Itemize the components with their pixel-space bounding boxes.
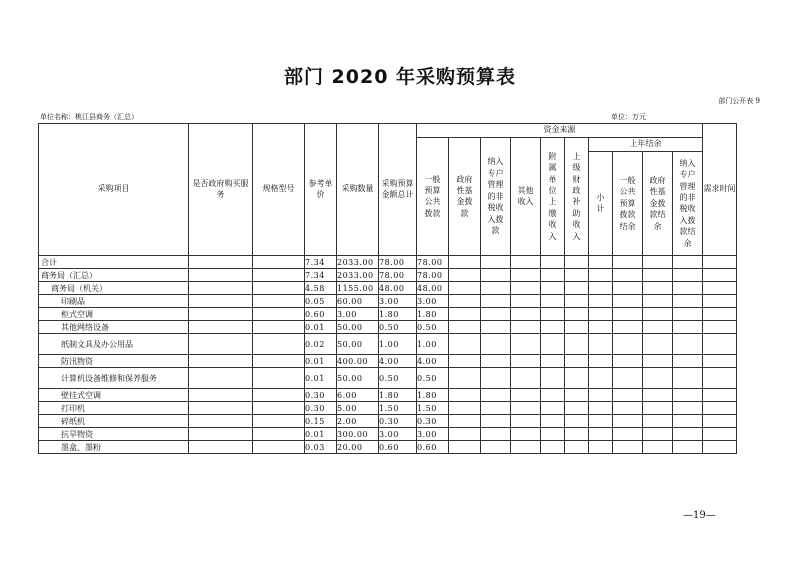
table-row xyxy=(39,441,737,454)
table-row xyxy=(39,428,737,441)
cell-item-name: 碎纸机 xyxy=(39,415,189,428)
cell-empty xyxy=(449,368,481,389)
cell-empty xyxy=(703,321,737,334)
cell-general-budget: 1.80 xyxy=(417,389,449,402)
cell-total: 48.00 xyxy=(379,282,417,295)
cell-total: 1.50 xyxy=(379,402,417,415)
cell-empty xyxy=(565,368,589,389)
cell-empty xyxy=(481,441,511,454)
table-body xyxy=(39,256,737,454)
cell-empty xyxy=(613,441,643,454)
cell-empty xyxy=(589,308,613,321)
cell-is-gov-purchase xyxy=(189,295,253,308)
cell-empty xyxy=(589,402,613,415)
cell-empty xyxy=(541,368,565,389)
cell-empty xyxy=(481,428,511,441)
cell-empty xyxy=(589,256,613,269)
cell-empty xyxy=(541,402,565,415)
cell-empty xyxy=(481,256,511,269)
header-superior-subsidy: 上级财政补助收入 xyxy=(565,138,589,256)
cell-total: 1.00 xyxy=(379,334,417,355)
cell-empty xyxy=(613,389,643,402)
cell-empty xyxy=(613,269,643,282)
cell-empty xyxy=(673,308,703,321)
header-bal-general: 一般公共预算拨款结余 xyxy=(613,152,643,256)
header-item: 采购项目 xyxy=(39,124,189,256)
cell-empty xyxy=(565,321,589,334)
cell-spec xyxy=(253,282,305,295)
cell-empty xyxy=(511,441,541,454)
cell-item-name: 商务局（汇总） xyxy=(39,269,189,282)
cell-item-name: 壁挂式空调 xyxy=(39,389,189,402)
cell-empty xyxy=(589,428,613,441)
cell-empty xyxy=(481,368,511,389)
cell-is-gov-purchase xyxy=(189,389,253,402)
cell-general-budget: 0.60 xyxy=(417,441,449,454)
cell-empty xyxy=(589,368,613,389)
cell-empty xyxy=(511,334,541,355)
table-row xyxy=(39,295,737,308)
cell-empty xyxy=(481,321,511,334)
cell-empty xyxy=(511,368,541,389)
cell-quantity: 50.00 xyxy=(337,321,379,334)
cell-empty xyxy=(589,415,613,428)
cell-spec xyxy=(253,269,305,282)
cell-total: 4.00 xyxy=(379,355,417,368)
cell-total: 0.30 xyxy=(379,415,417,428)
cell-empty xyxy=(703,295,737,308)
cell-quantity: 2033.00 xyxy=(337,256,379,269)
cell-spec xyxy=(253,321,305,334)
cell-empty xyxy=(613,415,643,428)
cell-empty xyxy=(703,415,737,428)
cell-item-name: 墨盒、墨粉 xyxy=(39,441,189,454)
cell-empty xyxy=(481,402,511,415)
cell-quantity: 3.00 xyxy=(337,308,379,321)
cell-general-budget: 0.50 xyxy=(417,368,449,389)
cell-is-gov-purchase xyxy=(189,368,253,389)
cell-ref-price: 0.05 xyxy=(305,295,337,308)
cell-empty xyxy=(541,321,565,334)
cell-is-gov-purchase xyxy=(189,282,253,295)
cell-empty xyxy=(613,308,643,321)
cell-quantity: 2033.00 xyxy=(337,269,379,282)
cell-empty xyxy=(511,355,541,368)
cell-general-budget: 0.30 xyxy=(417,415,449,428)
cell-total: 1.80 xyxy=(379,389,417,402)
cell-ref-price: 0.02 xyxy=(305,334,337,355)
header-total: 采购预算金额总计 xyxy=(379,124,417,256)
cell-quantity: 5.00 xyxy=(337,402,379,415)
cell-empty xyxy=(613,428,643,441)
cell-spec xyxy=(253,402,305,415)
cell-empty xyxy=(643,389,673,402)
cell-empty xyxy=(541,308,565,321)
cell-empty xyxy=(541,295,565,308)
cell-empty xyxy=(613,321,643,334)
cell-empty xyxy=(541,428,565,441)
cell-item-name: 防汛物资 xyxy=(39,355,189,368)
cell-empty xyxy=(511,402,541,415)
cell-empty xyxy=(643,355,673,368)
cell-spec xyxy=(253,334,305,355)
form-code: 部门公开表 9 xyxy=(718,97,760,105)
header-bal-special: 纳入专户管理的非税收入拨款结余 xyxy=(673,152,703,256)
table-row xyxy=(39,308,737,321)
cell-empty xyxy=(703,269,737,282)
cell-ref-price: 0.30 xyxy=(305,402,337,415)
cell-empty xyxy=(589,321,613,334)
cell-empty xyxy=(565,308,589,321)
cell-empty xyxy=(449,389,481,402)
cell-empty xyxy=(673,295,703,308)
cell-empty xyxy=(481,415,511,428)
cell-empty xyxy=(673,428,703,441)
cell-empty xyxy=(643,428,673,441)
header-bal-gov-fund: 政府性基金拨款结余 xyxy=(643,152,673,256)
cell-spec xyxy=(253,389,305,402)
cell-spec xyxy=(253,368,305,389)
header-last-year-balance: 上年结余 xyxy=(589,138,703,152)
cell-is-gov-purchase xyxy=(189,269,253,282)
cell-quantity: 60.00 xyxy=(337,295,379,308)
cell-empty xyxy=(511,256,541,269)
cell-general-budget: 3.00 xyxy=(417,428,449,441)
cell-general-budget: 0.50 xyxy=(417,321,449,334)
cell-quantity: 50.00 xyxy=(337,368,379,389)
cell-general-budget: 78.00 xyxy=(417,269,449,282)
cell-empty xyxy=(541,389,565,402)
cell-empty xyxy=(673,402,703,415)
cell-empty xyxy=(449,308,481,321)
cell-general-budget: 78.00 xyxy=(417,256,449,269)
cell-ref-price: 0.03 xyxy=(305,441,337,454)
cell-quantity: 300.00 xyxy=(337,428,379,441)
cell-empty xyxy=(449,295,481,308)
cell-empty xyxy=(643,402,673,415)
cell-empty xyxy=(613,282,643,295)
cell-empty xyxy=(565,428,589,441)
cell-empty xyxy=(511,295,541,308)
unit-money-label: 单位：万元 xyxy=(611,113,646,121)
cell-item-name: 计算机设备维修和保养服务 xyxy=(39,368,189,389)
cell-empty xyxy=(643,269,673,282)
cell-empty xyxy=(613,256,643,269)
cell-empty xyxy=(703,282,737,295)
cell-empty xyxy=(673,389,703,402)
cell-empty xyxy=(565,269,589,282)
cell-empty xyxy=(703,402,737,415)
cell-empty xyxy=(565,256,589,269)
cell-empty xyxy=(565,334,589,355)
cell-spec xyxy=(253,256,305,269)
cell-empty xyxy=(511,389,541,402)
cell-empty xyxy=(673,368,703,389)
cell-empty xyxy=(511,308,541,321)
cell-empty xyxy=(673,355,703,368)
cell-item-name: 商务局（机关） xyxy=(39,282,189,295)
cell-empty xyxy=(511,428,541,441)
cell-empty xyxy=(481,334,511,355)
cell-ref-price: 0.30 xyxy=(305,389,337,402)
cell-empty xyxy=(673,269,703,282)
cell-empty xyxy=(673,256,703,269)
cell-general-budget: 4.00 xyxy=(417,355,449,368)
cell-ref-price: 7.34 xyxy=(305,256,337,269)
cell-empty xyxy=(643,415,673,428)
cell-is-gov-purchase xyxy=(189,355,253,368)
cell-empty xyxy=(589,295,613,308)
cell-empty xyxy=(449,282,481,295)
cell-empty xyxy=(643,368,673,389)
cell-is-gov-purchase xyxy=(189,256,253,269)
cell-empty xyxy=(613,402,643,415)
cell-empty xyxy=(541,355,565,368)
cell-is-gov-purchase xyxy=(189,402,253,415)
cell-general-budget: 1.50 xyxy=(417,402,449,415)
cell-empty xyxy=(703,256,737,269)
table-row xyxy=(39,368,737,389)
cell-empty xyxy=(481,295,511,308)
cell-empty xyxy=(643,256,673,269)
cell-empty xyxy=(565,282,589,295)
cell-empty xyxy=(541,415,565,428)
table-row xyxy=(39,402,737,415)
cell-total: 78.00 xyxy=(379,256,417,269)
cell-spec xyxy=(253,295,305,308)
table-row xyxy=(39,269,737,282)
cell-spec xyxy=(253,441,305,454)
cell-total: 0.50 xyxy=(379,368,417,389)
cell-ref-price: 0.01 xyxy=(305,355,337,368)
cell-ref-price: 0.60 xyxy=(305,308,337,321)
page-title: 部门 2020 年采购预算表 xyxy=(283,66,517,88)
cell-empty xyxy=(703,428,737,441)
cell-quantity: 400.00 xyxy=(337,355,379,368)
cell-empty xyxy=(673,321,703,334)
cell-empty xyxy=(589,389,613,402)
cell-spec xyxy=(253,355,305,368)
cell-general-budget: 1.00 xyxy=(417,334,449,355)
cell-empty xyxy=(643,441,673,454)
cell-empty xyxy=(511,321,541,334)
cell-empty xyxy=(673,282,703,295)
cell-empty xyxy=(541,269,565,282)
header-affiliated-income: 附属单位上缴收入 xyxy=(541,138,565,256)
cell-empty xyxy=(565,389,589,402)
cell-empty xyxy=(449,334,481,355)
cell-empty xyxy=(589,334,613,355)
cell-quantity: 20.00 xyxy=(337,441,379,454)
cell-empty xyxy=(703,355,737,368)
cell-empty xyxy=(449,355,481,368)
cell-empty xyxy=(449,321,481,334)
cell-empty xyxy=(565,415,589,428)
cell-empty xyxy=(703,308,737,321)
cell-total: 0.50 xyxy=(379,321,417,334)
cell-empty xyxy=(643,334,673,355)
cell-spec xyxy=(253,415,305,428)
cell-empty xyxy=(703,389,737,402)
cell-empty xyxy=(449,402,481,415)
header-spec: 规格型号 xyxy=(253,124,305,256)
cell-empty xyxy=(673,441,703,454)
table-row xyxy=(39,321,737,334)
cell-empty xyxy=(589,355,613,368)
cell-empty xyxy=(449,256,481,269)
header-is-gov-purchase: 是否政府购买服务 xyxy=(189,124,253,256)
cell-ref-price: 7.34 xyxy=(305,269,337,282)
cell-spec xyxy=(253,308,305,321)
cell-empty xyxy=(481,282,511,295)
page-number: —19— xyxy=(683,510,716,521)
cell-empty xyxy=(449,441,481,454)
header-ref-price: 参考单价 xyxy=(305,124,337,256)
cell-quantity: 2.00 xyxy=(337,415,379,428)
cell-empty xyxy=(511,269,541,282)
cell-total: 3.00 xyxy=(379,295,417,308)
cell-empty xyxy=(703,334,737,355)
cell-general-budget: 48.00 xyxy=(417,282,449,295)
cell-ref-price: 0.01 xyxy=(305,428,337,441)
table-row xyxy=(39,334,737,355)
header-funding-source: 资金来源 xyxy=(417,124,703,138)
cell-item-name: 打印机 xyxy=(39,402,189,415)
table-row xyxy=(39,389,737,402)
cell-empty xyxy=(481,269,511,282)
header-subtotal: 小计 xyxy=(589,152,613,256)
table-row xyxy=(39,355,737,368)
header-other-income: 其他收入 xyxy=(511,138,541,256)
table-row xyxy=(39,256,737,269)
cell-empty xyxy=(541,334,565,355)
cell-empty xyxy=(703,441,737,454)
cell-empty xyxy=(511,415,541,428)
cell-general-budget: 3.00 xyxy=(417,295,449,308)
cell-ref-price: 0.15 xyxy=(305,415,337,428)
cell-empty xyxy=(589,282,613,295)
cell-ref-price: 4.58 xyxy=(305,282,337,295)
header-quantity: 采购数量 xyxy=(337,124,379,256)
cell-empty xyxy=(673,415,703,428)
cell-empty xyxy=(541,441,565,454)
cell-empty xyxy=(565,355,589,368)
cell-quantity: 1155.00 xyxy=(337,282,379,295)
cell-empty xyxy=(643,295,673,308)
cell-total: 1.80 xyxy=(379,308,417,321)
cell-ref-price: 0.01 xyxy=(305,321,337,334)
cell-empty xyxy=(565,295,589,308)
cell-spec xyxy=(253,428,305,441)
cell-is-gov-purchase xyxy=(189,428,253,441)
cell-total: 78.00 xyxy=(379,269,417,282)
cell-empty xyxy=(673,334,703,355)
cell-is-gov-purchase xyxy=(189,308,253,321)
cell-empty xyxy=(589,269,613,282)
cell-empty xyxy=(541,282,565,295)
cell-item-name: 纸制文具及办公用品 xyxy=(39,334,189,355)
cell-empty xyxy=(565,402,589,415)
cell-empty xyxy=(643,321,673,334)
cell-is-gov-purchase xyxy=(189,334,253,355)
cell-empty xyxy=(449,428,481,441)
cell-quantity: 6.00 xyxy=(337,389,379,402)
unit-name-label: 单位名称：桃江县商务（汇总） xyxy=(40,113,138,121)
cell-item-name: 柜式空调 xyxy=(39,308,189,321)
table-row xyxy=(39,282,737,295)
cell-empty xyxy=(613,334,643,355)
cell-empty xyxy=(541,256,565,269)
header-demand-time: 需求时间 xyxy=(703,124,737,256)
cell-is-gov-purchase xyxy=(189,441,253,454)
cell-item-name: 印刷品 xyxy=(39,295,189,308)
cell-is-gov-purchase xyxy=(189,415,253,428)
cell-general-budget: 1.80 xyxy=(417,308,449,321)
header-gov-fund: 政府性基金拨款 xyxy=(449,138,481,256)
cell-empty xyxy=(643,308,673,321)
header-general-budget: 一般预算公共拨款 xyxy=(417,138,449,256)
cell-item-name: 合计 xyxy=(39,256,189,269)
cell-empty xyxy=(589,441,613,454)
cell-total: 3.00 xyxy=(379,428,417,441)
cell-item-name: 其他网络设备 xyxy=(39,321,189,334)
cell-empty xyxy=(613,355,643,368)
cell-empty xyxy=(449,415,481,428)
cell-quantity: 50.00 xyxy=(337,334,379,355)
cell-item-name: 抗旱物资 xyxy=(39,428,189,441)
cell-empty xyxy=(481,355,511,368)
cell-empty xyxy=(565,441,589,454)
cell-empty xyxy=(613,295,643,308)
cell-empty xyxy=(613,368,643,389)
cell-total: 0.60 xyxy=(379,441,417,454)
table-row xyxy=(39,415,737,428)
header-special-account: 纳入专户管理的非税收入拨款 xyxy=(481,138,511,256)
cell-empty xyxy=(643,282,673,295)
cell-empty xyxy=(481,389,511,402)
procurement-budget-table xyxy=(38,123,737,454)
cell-empty xyxy=(703,368,737,389)
cell-empty xyxy=(511,282,541,295)
cell-is-gov-purchase xyxy=(189,321,253,334)
cell-empty xyxy=(449,269,481,282)
cell-empty xyxy=(481,308,511,321)
cell-ref-price: 0.01 xyxy=(305,368,337,389)
